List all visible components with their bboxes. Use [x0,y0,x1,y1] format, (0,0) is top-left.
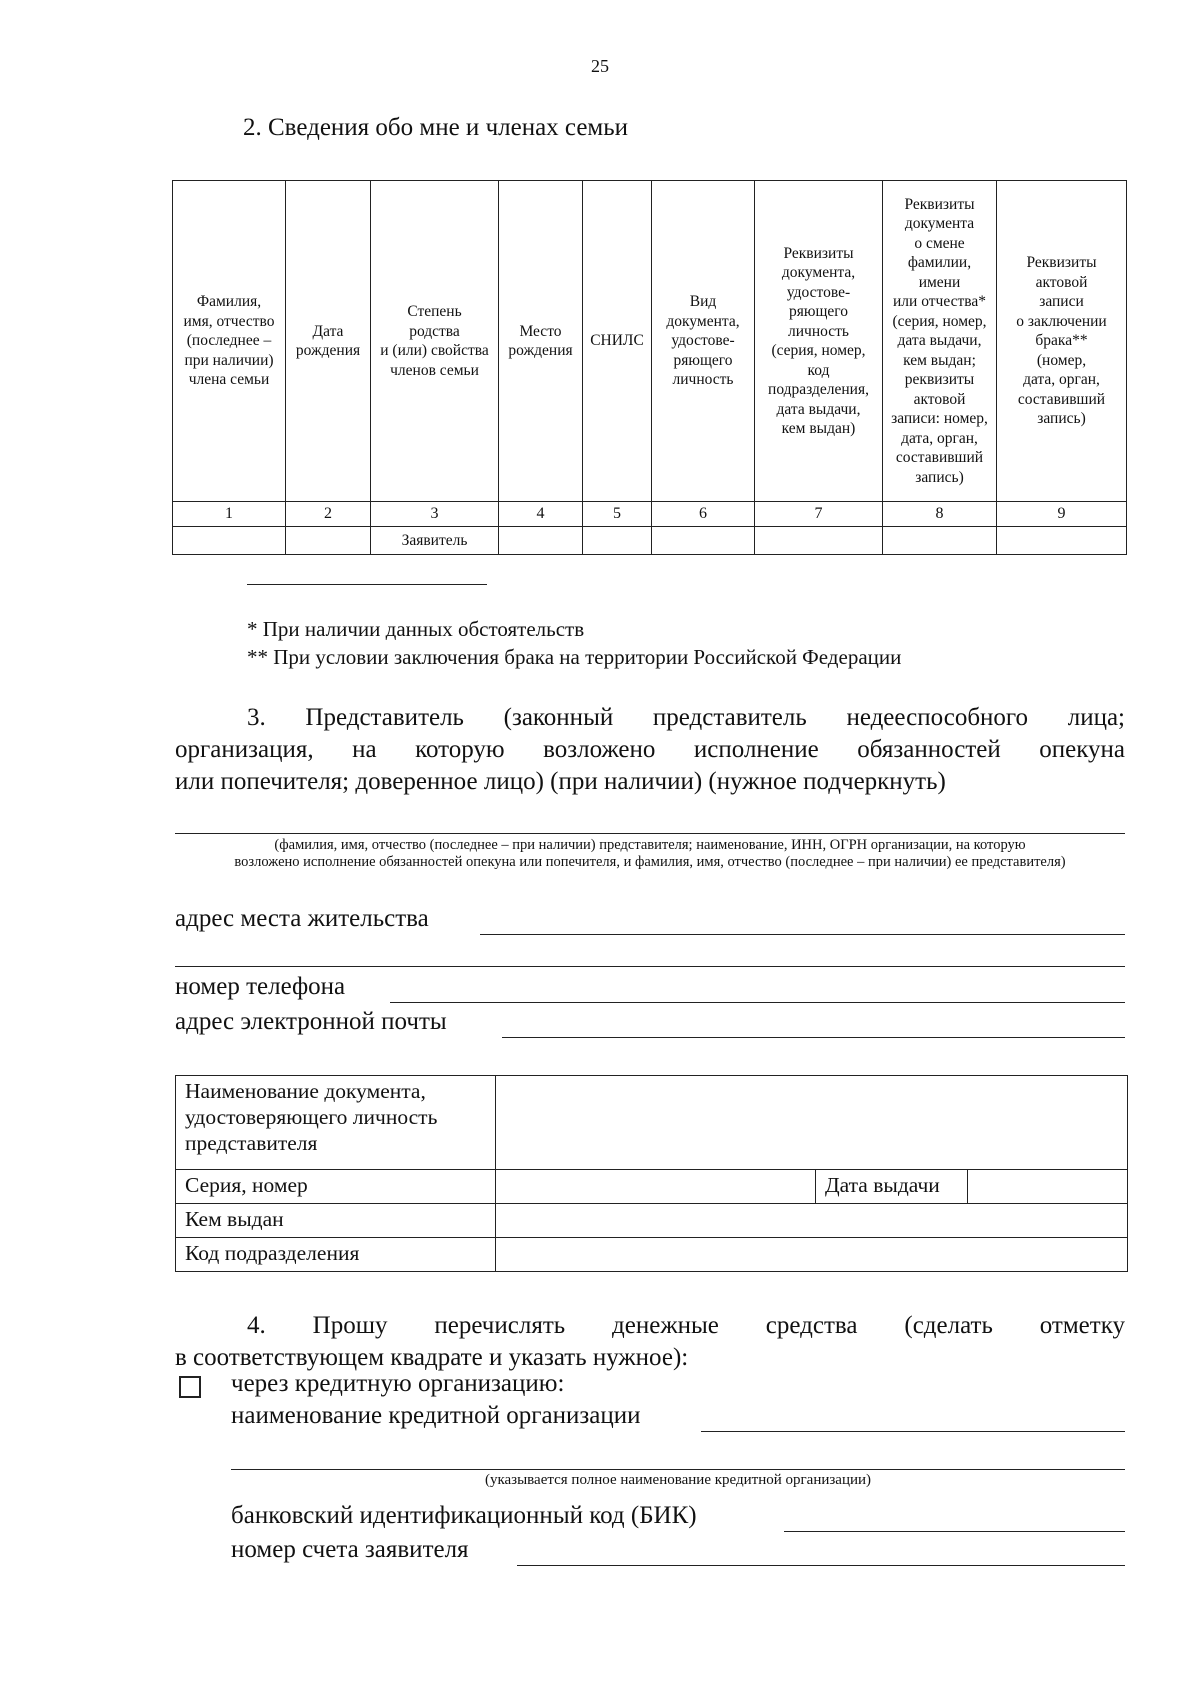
section-4-line-1: 4. Прошу перечислять денежные средства (сделать отметку [247,1312,1125,1339]
col-number: 3 [371,502,499,527]
section-2-title: 2. Сведения обо мне и членах семьи [243,114,629,141]
section-3-line-3: или попечителя; доверенное лицо) (при наличии) (нужное подчеркнуть) [175,768,946,795]
account-input-line[interactable] [517,1565,1125,1566]
representative-name-line[interactable] [175,833,1125,834]
representative-hint-line-2: возложено исполнение обязанностей опекуна или попечителя, и фамилия, имя, отчество (последнее – при наличии) ее представителя) [234,854,1066,870]
family-table-number-row [173,502,1127,527]
applicant-birth-place-cell[interactable] [499,527,583,555]
applicant-marriage-record-cell[interactable] [997,527,1127,555]
section-3-text [175,702,1125,798]
rep-doc-name-row [176,1076,1128,1170]
email-input-line[interactable] [502,1037,1125,1038]
col-number: 4 [499,502,583,527]
rep-division-code-label: Код подразделения [176,1238,496,1272]
address-input-line-2[interactable] [175,966,1125,967]
col-header-birth-date: Дата рождения [286,181,371,502]
family-table-header-row [173,181,1127,502]
rep-issued-by-label: Кем выдан [176,1204,496,1238]
family-table [172,180,1127,555]
address-input-line[interactable] [480,934,1125,935]
address-label: адрес места жительства [175,905,429,932]
footnote-1: * При наличии данных обстоятельств [247,617,585,641]
col-number: 8 [883,502,997,527]
col-header-birth-place: Место рождения [499,181,583,502]
credit-org-checkbox[interactable] [179,1376,201,1398]
bank-name-input-line-2[interactable] [231,1469,1125,1470]
col-number: 9 [997,502,1127,527]
col-number: 1 [173,502,286,527]
applicant-id-doc-type-cell[interactable] [652,527,755,555]
col-number: 6 [652,502,755,527]
applicant-id-doc-details-cell[interactable] [755,527,883,555]
footnote-separator [247,584,487,585]
col-header-snils: СНИЛС [583,181,652,502]
rep-series-label: Серия, номер [176,1170,496,1204]
col-header-name: Фамилия, имя, отчество (последнее – при наличии) члена семьи [173,181,286,502]
bik-label: банковский идентификационный код (БИК) [231,1502,697,1529]
col-number: 2 [286,502,371,527]
applicant-kinship-cell: Заявитель [371,527,499,555]
rep-division-code-value[interactable] [496,1238,1128,1272]
rep-issued-by-row [176,1204,1128,1238]
rep-issue-date-value[interactable] [968,1170,1128,1204]
col-header-name-change-doc: Реквизиты документа о смене фамилии, имени или отчества* (серия, номер, дата выдачи, кем выдан; реквизиты актовой записи: номер, дата, орган, составивший запись) [883,181,997,502]
bik-input-line[interactable] [784,1531,1125,1532]
bank-name-label: наименование кредитной организации [231,1402,641,1429]
representative-hint-line-1: (фамилия, имя, отчество (последнее – при наличии) представителя; наименование, ИНН, ОГРН организации, на которую [274,837,1026,853]
bank-name-hint: (указывается полное наименование кредитной организации) [484,1472,872,1488]
applicant-birth-date-cell[interactable] [286,527,371,555]
applicant-name-cell[interactable] [173,527,286,555]
col-header-kinship: Степень родства и (или) свойства членов семьи [371,181,499,502]
applicant-snils-cell[interactable] [583,527,652,555]
representative-doc-table [175,1075,1128,1272]
rep-doc-name-value[interactable] [496,1076,1128,1170]
rep-doc-name-label: Наименование документа, удостоверяющего личность представителя [176,1076,496,1170]
rep-series-row [176,1170,1128,1204]
phone-input-line[interactable] [390,1002,1125,1003]
account-label: номер счета заявителя [231,1536,469,1563]
phone-label: номер телефона [175,973,346,1000]
rep-issued-by-value[interactable] [496,1204,1128,1238]
page-number: 25 [591,56,609,76]
section-4-text [175,1310,1125,1374]
col-number: 7 [755,502,883,527]
section-4-line-2: в соответствующем квадрате и указать нужное): [175,1344,689,1371]
representative-hint [175,837,1125,871]
section-3-line-2: организация, на которую возложено исполнение обязанностей опекуна [175,736,1125,763]
rep-issue-date-label: Дата выдачи [816,1170,968,1204]
section-3-line-1: 3. Представитель (законный представитель недееспособного лица; [247,704,1125,731]
footnote-2: ** При условии заключения брака на территории Российской Федерации [247,645,902,669]
bank-name-input-line[interactable] [701,1431,1125,1432]
col-header-marriage-record: Реквизиты актовой записи о заключении брака** (номер, дата, орган, составивший запись) [997,181,1127,502]
family-table-applicant-row [173,527,1127,555]
email-label: адрес электронной почты [175,1008,447,1035]
rep-division-code-row [176,1238,1128,1272]
credit-org-option-label: через кредитную организацию: [231,1370,565,1397]
applicant-name-change-cell[interactable] [883,527,997,555]
rep-series-value[interactable] [496,1170,816,1204]
col-header-id-doc-details: Реквизиты документа, удостове- ряющего личность (серия, номер, код подразделения, дата выдачи, кем выдан) [755,181,883,502]
col-number: 5 [583,502,652,527]
col-header-id-doc-type: Вид документа, удостове- ряющего личность [652,181,755,502]
